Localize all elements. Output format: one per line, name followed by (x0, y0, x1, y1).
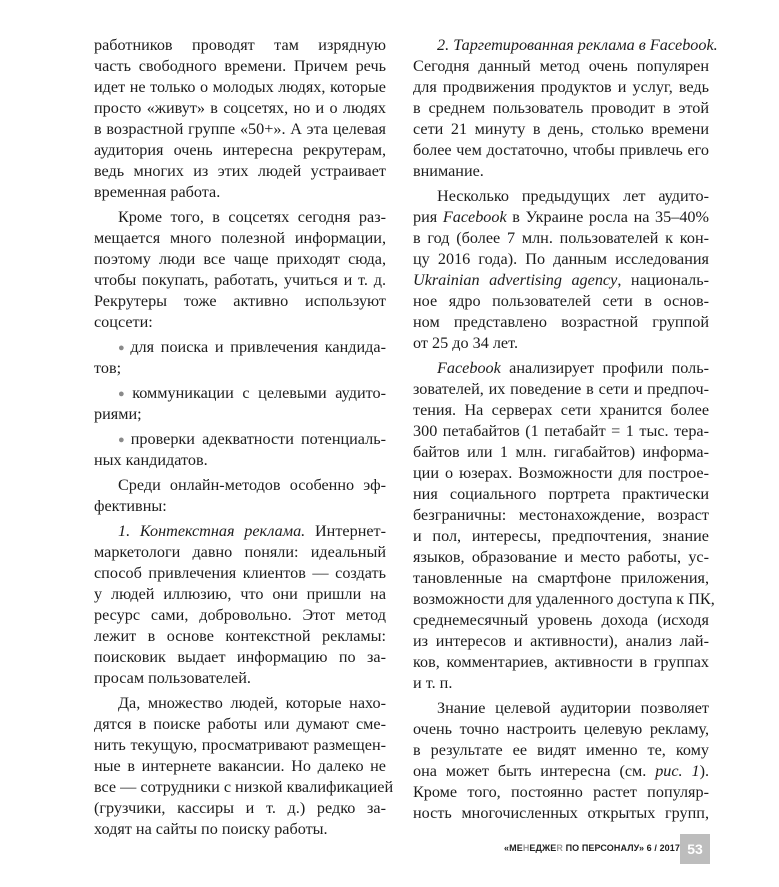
text-line: возможности для удаленного доступа к ПК, (413, 590, 715, 608)
text-line: в среднем пользователь проводит в этой (413, 99, 709, 117)
text-line: ное ядро пользователей сети в основ- (413, 292, 709, 310)
text-line: поэтому люди все чаще приходят сюда, (94, 250, 386, 268)
text-line: чтобы покупать, работать, учиться и т. д. (94, 271, 386, 289)
bullet-item (94, 429, 386, 471)
bullet-text: коммуникации с целевыми аудито- (132, 384, 386, 402)
paragraph-social-users (94, 35, 386, 203)
bullet-text: проверки адекватности потенциаль- (130, 430, 386, 448)
text-line: ресурс сами, добровольно. Этот метод (94, 606, 386, 624)
text-line: нить текущую, просматривают размещен- (94, 736, 386, 754)
text-line: Кроме того, в соцсетях сегодня раз- (118, 208, 386, 226)
text-line: у людей иллюзию, что они пришли на (94, 585, 386, 603)
text-line: поисковик выдает информацию по за- (94, 648, 386, 666)
text-line: риями; (94, 405, 142, 423)
journal-footer: «МЕНЕДЖЕR ПО ПЕРСОНАЛУ» 6 / 2017 (504, 843, 680, 853)
text-line: цу 2016 года). По данным исследования (413, 250, 709, 268)
text-line: безграничны: местонахождение, возраст (413, 506, 709, 524)
page-number: 53 (680, 834, 710, 864)
paragraph-targeted-ads (413, 35, 718, 182)
text-line: ков, комментариев, активности в группах (413, 653, 709, 671)
text-line: внимание. (413, 162, 484, 180)
text-line: часть свободного времени. Причем речь (94, 57, 386, 75)
text-line: (грузчики, кассиры и т. д.) редко за- (94, 799, 386, 817)
text-line: ные в интернете вакансии. Но далеко не (94, 757, 386, 775)
text-line: очень точно настроить целевую рекламу, (413, 720, 709, 738)
text-line: маркетологи давно поняли: идеальный (94, 543, 386, 561)
left-column (94, 35, 394, 840)
text-line: фективны: (94, 497, 167, 515)
paragraph-target-audience (413, 698, 709, 824)
text-line: тановленные на смартфоне приложения, (413, 569, 709, 587)
text-line: Несколько предыдущих лет аудито- (437, 187, 709, 205)
text-line: из интересов и активности), анализ лай- (413, 632, 709, 650)
text-line: просам пользователей. (94, 669, 251, 687)
text-line: в возрастной группе «50+». А эта целевая (94, 120, 386, 138)
text-fragment: Интернет- (314, 522, 387, 540)
text-line: ном представлено возрастной группой (413, 313, 709, 331)
bullet-icon: ● (118, 342, 128, 354)
text-line: Кроме того, постоянно растет популяр- (413, 783, 709, 801)
text-fragment: Facebook (442, 208, 507, 226)
text-line: дятся в поиске работы или думают сме- (94, 715, 386, 733)
text-line: тения. На серверах сети хранится более (413, 401, 709, 419)
text-line: Знание целевой аудитории позволяет (437, 699, 709, 717)
figure-reference: рис. 1 (655, 762, 700, 780)
text-line: и т. п. (413, 674, 453, 692)
text-line: ции о юзерах. Возможности для построе- (413, 464, 709, 482)
text-line: ходят на сайты по поиску работы. (94, 820, 328, 838)
text-line: способ привлечения клиентов — создать (94, 564, 386, 582)
paragraph-ukraine-audience (413, 186, 709, 354)
text-line: для продвижения продуктов и услуг, ведь (413, 78, 709, 96)
text-fragment: она может быть интересна (см. (413, 762, 656, 780)
text-line: 300 петабайтов (1 петабайт = 1 тыс. тера- (413, 422, 709, 440)
text-line: соцсети: (94, 313, 153, 331)
paragraph-facebook-analysis (413, 358, 715, 694)
text-line: лежит в основе контекстной рекламы: (94, 627, 386, 645)
text-line: Сегодня данный метод очень популярен (413, 57, 709, 75)
text-fragment: Ukrainian advertising agency (413, 271, 618, 289)
bullet-item (94, 383, 386, 425)
text-line: просто «живут» в соцсетях, но и о людях (94, 99, 386, 117)
text-line: языков, образование и место работы, ус- (413, 548, 709, 566)
text-fragment: в Украине росла на 35–40% (506, 208, 709, 226)
text-line: ведь многих из этих людей устраивает (94, 162, 386, 180)
text-line: от 25 до 34 лет. (413, 334, 519, 352)
bullet-icon: ● (118, 434, 128, 446)
section-heading: 1. Контекстная реклама. (118, 522, 306, 540)
paragraph-useful-info (94, 207, 386, 333)
text-line: временная работа. (94, 183, 221, 201)
bullet-text: для поиска и привлечения кандида- (130, 338, 386, 356)
text-line: Да, множество людей, которые нахо- (118, 694, 386, 712)
text-line: и пол, интересы, предпочтения, знание (413, 527, 709, 545)
text-line: байтов или 1 млн. гигабайтов) информа- (413, 443, 709, 461)
right-column (413, 35, 718, 824)
bullet-item (94, 337, 386, 379)
text-line: Рекрутеры тоже активно используют (94, 292, 386, 310)
text-fragment: Facebook (437, 359, 501, 377)
text-line: ных кандидатов. (94, 451, 208, 469)
paragraph-online-methods (94, 475, 386, 517)
text-line: среднемесячный уровень дохода (исходя (413, 611, 709, 629)
text-line: в год (более 7 млн. пользователей к кон- (413, 229, 709, 247)
text-line: аудитория очень интересна рекрутерам, (94, 141, 386, 159)
text-line: мещается много полезной информации, (94, 229, 386, 247)
text-line: более чем достаточно, чтобы привлечь его (413, 141, 709, 159)
text-fragment: ). (699, 762, 710, 780)
text-line: идет не только о молодых людях, которые (94, 78, 386, 96)
text-line: ность многочисленных открытых групп, (413, 804, 709, 822)
paragraph-context-ads (94, 521, 386, 689)
text-line: зователей, их поведение в сети и предпоч- (413, 380, 709, 398)
paragraph-job-search (94, 693, 394, 840)
text-line: все — сотрудники с низкой квалификацией (94, 778, 394, 796)
bullet-icon: ● (118, 388, 130, 400)
text-line: тов; (94, 359, 122, 377)
text-line: работников проводят там изрядную (94, 36, 386, 54)
text-line: Среди онлайн-методов особенно эф- (118, 476, 386, 494)
text-fragment: рия (413, 208, 443, 226)
text-fragment: анализирует профили поль- (500, 359, 709, 377)
text-line: в результате ее видят именно те, кому (413, 741, 709, 759)
text-fragment: , националь- (617, 271, 710, 289)
text-line: сети 21 минуту в день, столько времени (413, 120, 709, 138)
text-line: ния социального портрета практически (413, 485, 709, 503)
section-heading: 2. Таргетированная реклама в Facebook. (437, 36, 718, 54)
